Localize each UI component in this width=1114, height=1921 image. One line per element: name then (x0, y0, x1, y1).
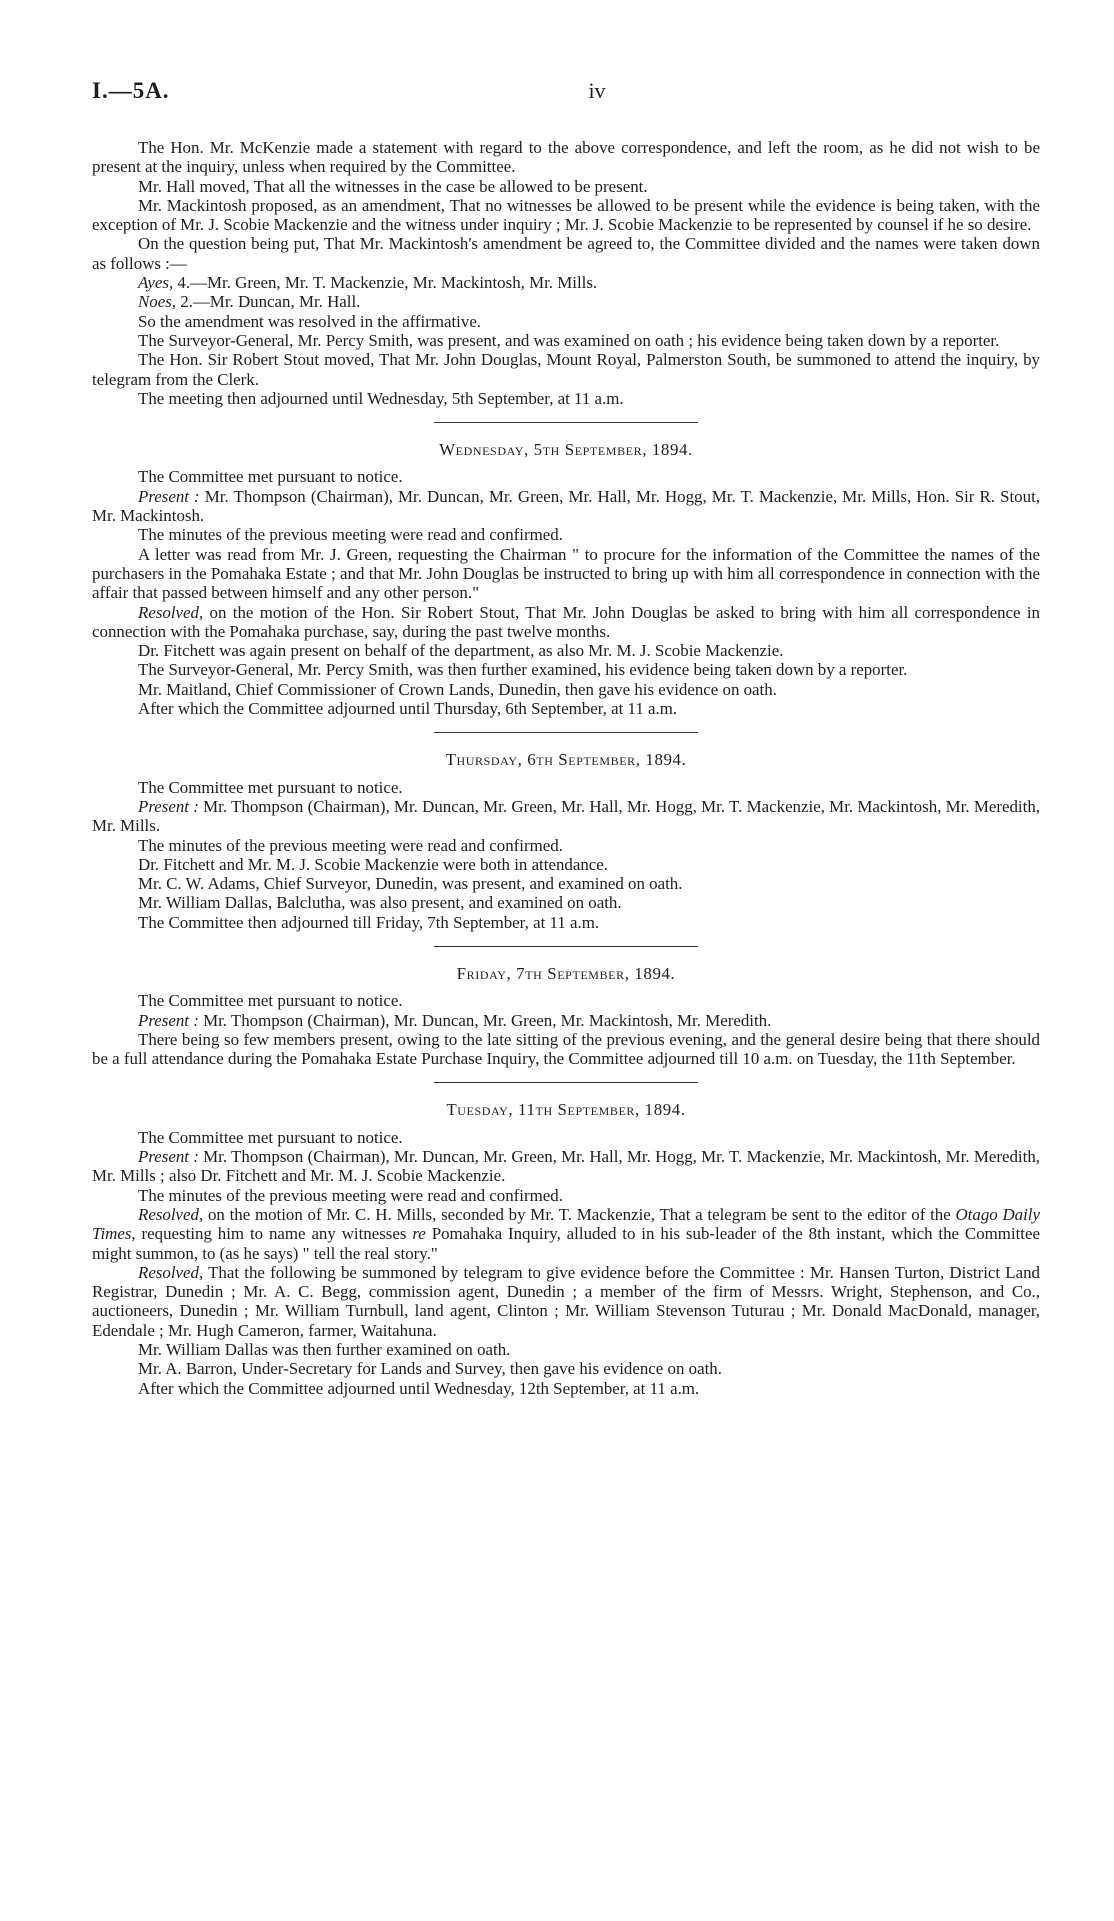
resolution: Resolved, on the motion of the Hon. Sir Robert Stout, That Mr. John Douglas be asked to bring with him all correspondence in connection with the Pomahaka purchase, say, during the past twelve months. (92, 602, 1040, 641)
noes-text: 2.—Mr. Duncan, Mr. Hall. (180, 292, 361, 312)
paragraph: Mr. Maitland, Chief Commissioner of Crown Lands, Dunedin, then gave his evidence on oath. (138, 679, 777, 699)
paragraph: The Committee met pursuant to notice. (138, 777, 403, 797)
paragraph: The meeting then adjourned until Wednesday, 5th September, at 11 a.m. (138, 388, 624, 408)
present-line: Present : Mr. Thompson (Chairman), Mr. Duncan, Mr. Green, Mr. Hall, Mr. Hogg, Mr. T. Mackenzie, Mr. Mills, Hon. Sir R. Stout, Mr. Mackintosh. (92, 486, 1040, 526)
paragraph: The minutes of the previous meeting were read and confirmed. (138, 835, 563, 855)
paragraph: Mr. William Dallas, Balclutha, was also present, and examined on oath. (138, 893, 622, 913)
present-line: Present : Mr. Thompson (Chairman), Mr. Duncan, Mr. Green, Mr. Hall, Mr. Hogg, Mr. T. Mackenzie, Mr. Mackintosh, Mr. Meredith, Mr. Mills. (92, 796, 1040, 836)
noes-label: Noes, (138, 292, 177, 312)
ayes-label: Ayes, (138, 273, 174, 293)
paragraph: The minutes of the previous meeting were read and confirmed. (138, 1185, 563, 1205)
paragraph: Dr. Fitchett was again present on behalf of the department, as also Mr. M. J. Scobie Mackenzie. (138, 641, 784, 661)
paragraph: Dr. Fitchett and Mr. M. J. Scobie Mackenzie were both in attendance. (138, 854, 608, 874)
paragraph: The Committee met pursuant to notice. (138, 1127, 403, 1147)
paragraph: Mr. C. W. Adams, Chief Surveyor, Dunedin, was present, and examined on oath. (138, 874, 683, 894)
meeting-date-heading: Thursday, 6th September, 1894. (445, 750, 687, 770)
ayes-line (92, 273, 1040, 292)
section-divider (434, 1082, 698, 1083)
paragraph: Mr. Hall moved, That all the witnesses in the case be allowed to be present. (138, 176, 648, 196)
section-divider (434, 732, 698, 733)
section-divider (434, 422, 698, 423)
paragraph: Mr. William Dallas was then further examined on oath. (138, 1340, 511, 1360)
meeting-date-heading: Wednesday, 5th September, 1894. (439, 440, 693, 460)
paragraph: The Committee met pursuant to notice. (138, 991, 403, 1011)
paragraph: After which the Committee adjourned until Thursday, 6th September, at 11 a.m. (138, 699, 678, 719)
paragraph: The minutes of the previous meeting were read and confirmed. (138, 525, 563, 545)
paragraph: Mr. Mackintosh proposed, as an amendment, That no witnesses be allowed to be present while the evidence is being taken, with the exception of Mr. J. Scobie Mackenzie and the witness under inquiry ; Mr. J. Scobie Mackenzie to be represented by counsel if he so desire. (92, 195, 1040, 235)
paragraph: The Committee met pursuant to notice. (138, 467, 403, 487)
paragraph: The Committee then adjourned till Friday, 7th September, at 11 a.m. (138, 912, 600, 932)
present-line: Present : Mr. Thompson (Chairman), Mr. Duncan, Mr. Green, Mr. Hall, Mr. Hogg, Mr. T. Mackenzie, Mr. Mackintosh, Mr. Meredith, Mr. Mills ; also Dr. Fitchett and Mr. M. J. Scobie Mackenzie. (92, 1147, 1040, 1186)
paragraph: The Surveyor-General, Mr. Percy Smith, was then further examined, his evidence being taken down by a reporter. (138, 660, 908, 680)
document-reference: I.—5A. (92, 78, 170, 103)
paragraph: On the question being put, That Mr. Mackintosh's amendment be agreed to, the Committee divided and the names were taken down as follows :— (92, 234, 1040, 273)
resolution: Resolved, on the motion of Mr. C. H. Mills, seconded by Mr. T. Mackenzie, That a telegram be sent to the editor of the Otago Daily Times, requesting him to name any witnesses re Pomahaka Inquiry, alluded to in his sub-leader of the 8th instant, which the Committee might summon, to (as he says) " tell the real story." (92, 1204, 1040, 1263)
paragraph: The Hon. Mr. McKenzie made a statement with regard to the above correspondence, and left the room, as he did not wish to be present at the inquiry, unless when required by the Committee. (92, 138, 1040, 177)
paragraph: There being so few members present, owing to the late sitting of the previous evening, and the general desire being that there should be a full attendance during the Pomahaka Estate Purchase Inquiry, the Committee adjourned till 10 a.m. on Tuesday, the 11th September. (92, 1029, 1040, 1069)
meeting-date-heading: Tuesday, 11th September, 1894. (446, 1100, 686, 1120)
ayes-text: 4.—Mr. Green, Mr. T. Mackenzie, Mr. Mackintosh, Mr. Mills. (177, 273, 598, 293)
present-line: Present : Mr. Thompson (Chairman), Mr. Duncan, Mr. Green, Mr. Mackintosh, Mr. Meredith. (138, 1010, 772, 1030)
paragraph: Mr. A. Barron, Under-Secretary for Lands and Survey, then gave his evidence on oath. (138, 1359, 722, 1379)
paragraph: So the amendment was resolved in the affirmative. (138, 311, 482, 331)
paragraph: A letter was read from Mr. J. Green, requesting the Chairman " to procure for the information of the Committee the names of the purchasers in the Pomahaka Estate ; and that Mr. John Douglas be instructed to bring up with him all correspondence in connection with the affair that passed between himself and any other person." (92, 544, 1040, 603)
document-body (92, 138, 1040, 1398)
resolution: Resolved, That the following be summoned by telegram to give evidence before the Committee : Mr. Hansen Turton, District Land Registrar, Dunedin ; Mr. A. C. Begg, commission agent, Dunedin ; a member of the firm of Messrs. Wright, Stephenson, and Co., auctioneers, Dunedin ; Mr. William Turnbull, land agent, Clinton ; Mr. William Stevenson Tuturau ; Mr. Donald MacDonald, manager, Edendale ; Mr. Hugh Cameron, farmer, Waitahuna. (92, 1262, 1040, 1340)
page-number: iv (588, 78, 606, 103)
paragraph: The Surveyor-General, Mr. Percy Smith, was present, and was examined on oath ; his evidence being taken down by a reporter. (138, 330, 1000, 350)
meeting-date-heading: Friday, 7th September, 1894. (456, 963, 676, 983)
paragraph: The Hon. Sir Robert Stout moved, That Mr. John Douglas, Mount Royal, Palmerston South, be summoned to attend the inquiry, by telegram from the Clerk. (92, 350, 1040, 389)
section-divider (434, 946, 698, 947)
paragraph: After which the Committee adjourned until Wednesday, 12th September, at 11 a.m. (138, 1378, 700, 1398)
noes-line (92, 292, 1040, 311)
page-header (92, 78, 1022, 114)
